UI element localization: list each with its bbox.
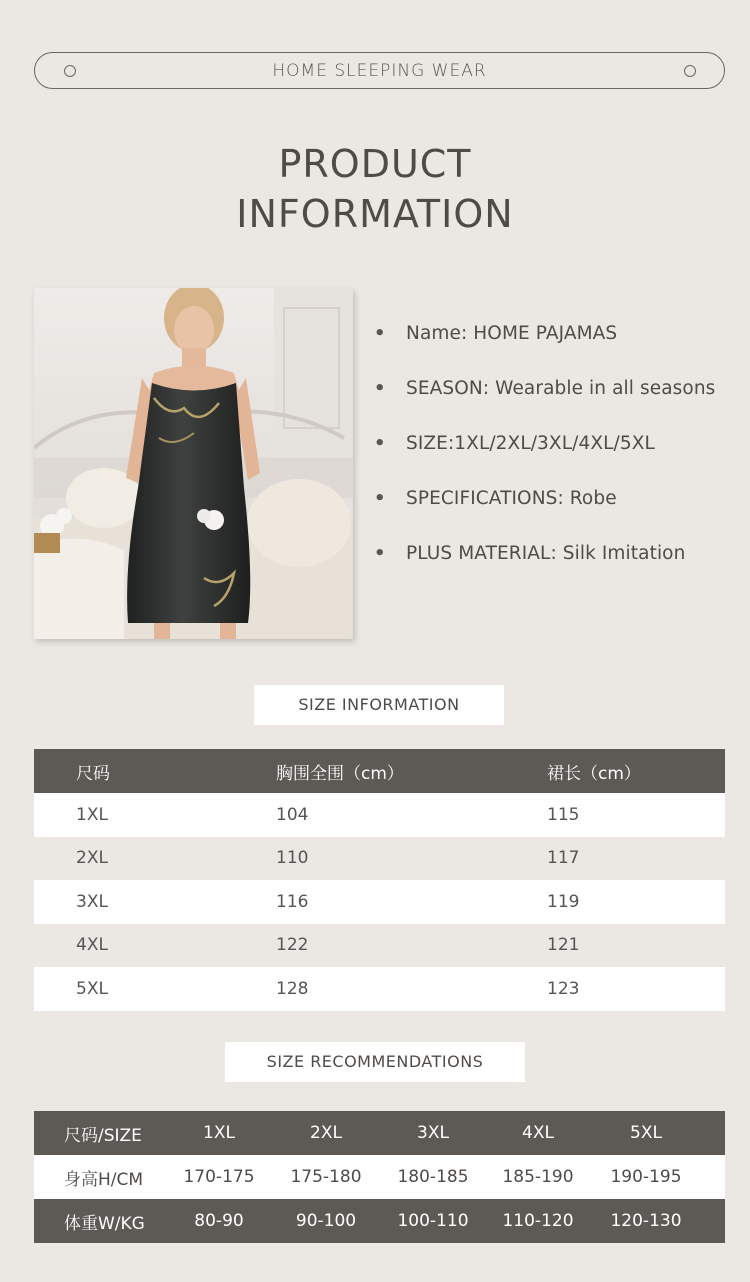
info-text: SPECIFICATIONS: Robe	[406, 488, 617, 509]
table-cell: 128	[276, 978, 309, 999]
table-cell: 1XL	[76, 804, 108, 825]
bullet-icon: •	[374, 543, 386, 564]
table-cell: 3XL	[417, 1123, 449, 1143]
row-label-height: 身高H/CM	[64, 1169, 144, 1190]
table-cell: 175-180	[290, 1167, 362, 1187]
table-cell: 5XL	[630, 1123, 662, 1143]
column-header-bust: 胸围全围（cm）	[276, 763, 404, 784]
table-cell: 116	[276, 891, 309, 912]
table-cell: 104	[276, 804, 309, 825]
circle-icon	[64, 65, 76, 77]
table-cell: 2XL	[310, 1123, 342, 1143]
table-row	[34, 793, 725, 837]
info-text: SEASON: Wearable in all seasons	[406, 378, 716, 399]
info-item-season	[374, 371, 715, 426]
row-label-size: 尺码/SIZE	[64, 1125, 142, 1146]
table-cell: 121	[547, 935, 580, 956]
info-text: SIZE:1XL/2XL/3XL/4XL/5XL	[406, 433, 655, 454]
bullet-icon: •	[374, 378, 386, 399]
table-cell: 190-195	[610, 1167, 682, 1187]
info-item-size	[374, 426, 715, 481]
size-recommendations-tag: SIZE RECOMMENDATIONS	[225, 1042, 525, 1082]
table-cell: 4XL	[76, 935, 108, 956]
info-item-specifications	[374, 481, 715, 536]
size-recommendations-table	[34, 1111, 725, 1243]
table-cell: 122	[276, 935, 309, 956]
size-information-tag: SIZE INFORMATION	[254, 685, 504, 725]
table-cell: 115	[547, 804, 580, 825]
table-cell: 2XL	[76, 848, 108, 869]
table-row	[34, 880, 725, 924]
info-item-material	[374, 536, 715, 591]
info-text: Name: HOME PAJAMAS	[406, 323, 618, 344]
table-cell: 5XL	[76, 978, 108, 999]
row-label-weight: 体重W/KG	[64, 1213, 145, 1234]
column-header-length: 裙长（cm）	[547, 763, 641, 784]
size-information-table	[34, 749, 725, 1011]
product-info-list	[374, 316, 715, 591]
table-cell: 180-185	[397, 1167, 469, 1187]
page-title-line2: INFORMATION	[236, 192, 514, 236]
table-cell: 1XL	[203, 1123, 235, 1143]
table-cell: 119	[547, 891, 580, 912]
table-row	[34, 924, 725, 968]
table-cell: 80-90	[194, 1211, 244, 1231]
info-text: PLUS MATERIAL: Silk Imitation	[406, 543, 686, 564]
table-cell: 4XL	[522, 1123, 554, 1143]
table-cell: 123	[547, 978, 580, 999]
header-banner	[34, 52, 725, 89]
table-cell: 100-110	[397, 1211, 469, 1231]
table-cell: 3XL	[76, 891, 108, 912]
table-header-row	[34, 749, 725, 793]
bullet-icon: •	[374, 323, 386, 344]
table-row-weight	[34, 1199, 725, 1243]
table-cell: 120-130	[610, 1211, 682, 1231]
bullet-icon: •	[374, 488, 386, 509]
column-header-size: 尺码	[76, 763, 110, 784]
bullet-icon: •	[374, 433, 386, 454]
table-cell: 185-190	[502, 1167, 574, 1187]
table-cell: 110	[276, 848, 309, 869]
info-item-name	[374, 316, 715, 371]
table-cell: 110-120	[502, 1211, 574, 1231]
table-cell: 170-175	[183, 1167, 255, 1187]
table-cell: 117	[547, 848, 580, 869]
product-photo	[34, 288, 353, 639]
table-row	[34, 967, 725, 1011]
table-row	[34, 837, 725, 881]
banner-title: HOME SLEEPING WEAR	[272, 60, 487, 81]
table-row-height	[34, 1155, 725, 1199]
table-header-row	[34, 1111, 725, 1155]
circle-icon	[684, 65, 696, 77]
page-title-line1: PRODUCT	[278, 142, 472, 186]
table-cell: 90-100	[295, 1211, 357, 1231]
